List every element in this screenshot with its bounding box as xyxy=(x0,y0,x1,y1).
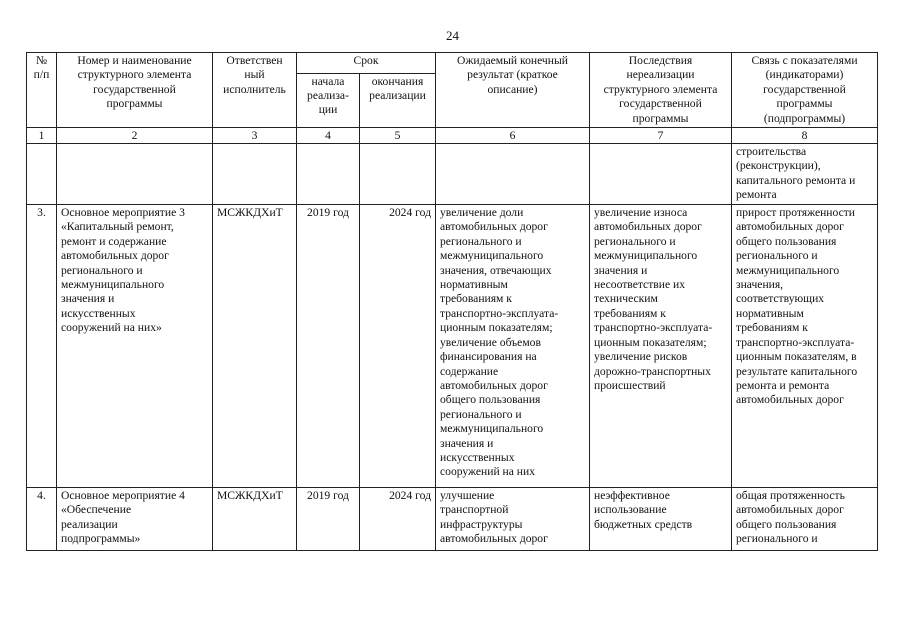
program-elements-table xyxy=(26,52,878,551)
row-expected-result: увеличение доли автомобильных дорог регионального и межмуниципального значения, отвечающих нормативным требованиям к транспортно-эксплуата- ционным показателям; увеличение объемов финансирования на содержание автомобильных дорог общего пользования регионального и межмуниципального значения и искусственных сооружений на них xyxy=(436,205,590,488)
row-executor: МСЖКДХиТ xyxy=(213,205,297,488)
column-number: 3 xyxy=(213,128,297,144)
row-executor xyxy=(213,144,297,205)
row-consequences xyxy=(590,144,732,205)
row-indicators: строительства (реконструкции), капитального ремонта и ремонта xyxy=(732,144,878,205)
row-end: 2024 год xyxy=(360,488,436,551)
row-element-name xyxy=(57,144,213,205)
row-num: 3. xyxy=(27,205,57,488)
page-number: 24 xyxy=(446,28,459,43)
row-consequences: неэффективное использование бюджетных средств xyxy=(590,488,732,551)
column-number: 1 xyxy=(27,128,57,144)
row-element-name: Основное мероприятие 3 «Капитальный ремонт, ремонт и содержание автомобильных дорог регионального и межмуниципального значения и искусственных сооружений на них» xyxy=(57,205,213,488)
row-start xyxy=(297,144,360,205)
header-term: Срок xyxy=(297,53,436,74)
row-expected-result xyxy=(436,144,590,205)
row-consequences: увеличение износа автомобильных дорог регионального и межмуниципального значения и несоответствие их техническим требованиям к транспортно-эксплуата- ционным показателям; увеличение рисков дорожно-транспортных происшествий xyxy=(590,205,732,488)
row-element-name: Основное мероприятие 4 «Обеспечение реализации подпрограммы» xyxy=(57,488,213,551)
column-number: 7 xyxy=(590,128,732,144)
column-numbers-row xyxy=(27,128,878,144)
header-row xyxy=(27,53,878,74)
header-end: окончания реализации xyxy=(360,73,436,128)
column-number: 2 xyxy=(57,128,213,144)
column-number: 4 xyxy=(297,128,360,144)
header-start: начала реализа- ции xyxy=(297,73,360,128)
row-start: 2019 год xyxy=(297,205,360,488)
header-num: № п/п xyxy=(27,53,57,128)
row-indicators: прирост протяженности автомобильных дорог общего пользования регионального и межмуниципального значения, соответствующих нормативным требованиям к транспортно-эксплуата- ционным показателям, в результате капитального ремонта и ремонта автомобильных дорог xyxy=(732,205,878,488)
header-consequences: Последствия нереализации структурного элемента государственной программы xyxy=(590,53,732,128)
row-expected-result: улучшение транспортной инфраструктуры автомобильных дорог xyxy=(436,488,590,551)
row-end xyxy=(360,144,436,205)
row-start: 2019 год xyxy=(297,488,360,551)
column-number: 5 xyxy=(360,128,436,144)
table-row xyxy=(27,144,878,205)
table-row xyxy=(27,205,878,488)
header-executor: Ответствен ный исполнитель xyxy=(213,53,297,128)
row-end: 2024 год xyxy=(360,205,436,488)
row-num xyxy=(27,144,57,205)
column-number: 8 xyxy=(732,128,878,144)
row-executor: МСЖКДХиТ xyxy=(213,488,297,551)
row-indicators: общая протяженность автомобильных дорог общего пользования регионального и xyxy=(732,488,878,551)
header-expected-result: Ожидаемый конечный результат (краткое описание) xyxy=(436,53,590,128)
row-num: 4. xyxy=(27,488,57,551)
column-number: 6 xyxy=(436,128,590,144)
table-row xyxy=(27,488,878,551)
header-element-name: Номер и наименование структурного элемента государственной программы xyxy=(57,53,213,128)
header-indicators: Связь с показателями (индикаторами) государственной программы (подпрограммы) xyxy=(732,53,878,128)
